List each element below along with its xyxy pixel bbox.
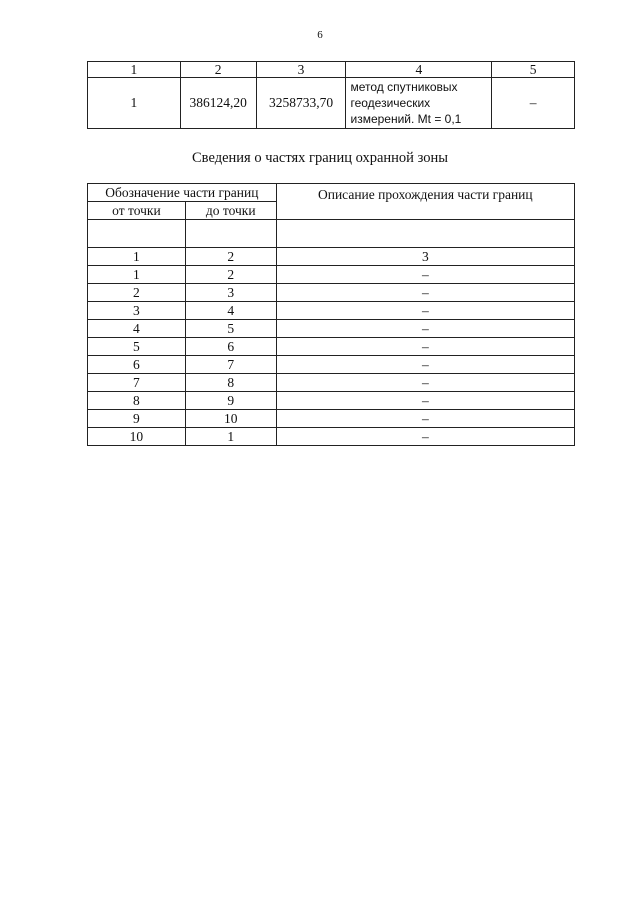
column-number: 1 bbox=[88, 248, 186, 266]
section-title: Сведения о частях границ охранной зоны bbox=[192, 150, 448, 166]
description-cell: – bbox=[276, 320, 574, 338]
table-row bbox=[88, 284, 575, 302]
table-row bbox=[88, 392, 575, 410]
description-cell: – bbox=[276, 356, 574, 374]
column-number: 5 bbox=[492, 62, 575, 78]
from-point: 1 bbox=[88, 266, 186, 284]
description-cell: – bbox=[276, 374, 574, 392]
point-number: 1 bbox=[88, 78, 181, 129]
table-row bbox=[88, 302, 575, 320]
table-header-row bbox=[88, 184, 575, 202]
table-row bbox=[88, 410, 575, 428]
column-number: 1 bbox=[88, 62, 181, 78]
description-cell: – bbox=[276, 392, 574, 410]
from-point: 7 bbox=[88, 374, 186, 392]
from-point: 2 bbox=[88, 284, 186, 302]
method-line: измерений. Mt = 0,1 bbox=[350, 112, 462, 126]
description-cell: – bbox=[276, 302, 574, 320]
to-point-header: до точки bbox=[185, 202, 276, 220]
from-point: 8 bbox=[88, 392, 186, 410]
column-number: 2 bbox=[180, 62, 256, 78]
table-row bbox=[88, 428, 575, 446]
description-header: Описание прохождения части границ bbox=[276, 184, 574, 220]
from-point: 9 bbox=[88, 410, 186, 428]
description-cell: – bbox=[276, 338, 574, 356]
to-point: 2 bbox=[185, 266, 276, 284]
table-row bbox=[88, 320, 575, 338]
from-point: 4 bbox=[88, 320, 186, 338]
table-row bbox=[88, 78, 575, 129]
column-number: 4 bbox=[346, 62, 492, 78]
to-point: 1 bbox=[185, 428, 276, 446]
coordinate-y: 3258733,70 bbox=[256, 78, 346, 129]
description-cell: – bbox=[276, 410, 574, 428]
group-header: Обозначение части границ bbox=[88, 184, 277, 202]
to-point: 6 bbox=[185, 338, 276, 356]
boundary-parts-table bbox=[87, 183, 575, 446]
to-point: 4 bbox=[185, 302, 276, 320]
table-row bbox=[88, 338, 575, 356]
to-point: 7 bbox=[185, 356, 276, 374]
coordinates-table bbox=[87, 61, 575, 129]
from-point: 6 bbox=[88, 356, 186, 374]
table-row bbox=[88, 266, 575, 284]
from-point: 3 bbox=[88, 302, 186, 320]
from-point: 10 bbox=[88, 428, 186, 446]
coordinate-x: 386124,20 bbox=[180, 78, 256, 129]
notes-cell: – bbox=[492, 78, 575, 129]
column-number-row bbox=[88, 248, 575, 266]
method-description bbox=[346, 78, 492, 129]
to-point: 8 bbox=[185, 374, 276, 392]
table-header-row bbox=[88, 62, 575, 78]
from-point: 5 bbox=[88, 338, 186, 356]
header-spacer-row bbox=[88, 220, 575, 248]
column-number: 3 bbox=[256, 62, 346, 78]
from-point-header: от точки bbox=[88, 202, 186, 220]
to-point: 3 bbox=[185, 284, 276, 302]
table-row bbox=[88, 374, 575, 392]
method-line: геодезических bbox=[350, 96, 431, 110]
method-line: метод спутниковых bbox=[350, 80, 458, 94]
to-point: 9 bbox=[185, 392, 276, 410]
to-point: 10 bbox=[185, 410, 276, 428]
description-cell: – bbox=[276, 266, 574, 284]
column-number: 2 bbox=[185, 248, 276, 266]
to-point: 5 bbox=[185, 320, 276, 338]
column-number: 3 bbox=[276, 248, 574, 266]
description-cell: – bbox=[276, 284, 574, 302]
table-row bbox=[88, 356, 575, 374]
page-number: 6 bbox=[317, 29, 323, 41]
description-cell: – bbox=[276, 428, 574, 446]
